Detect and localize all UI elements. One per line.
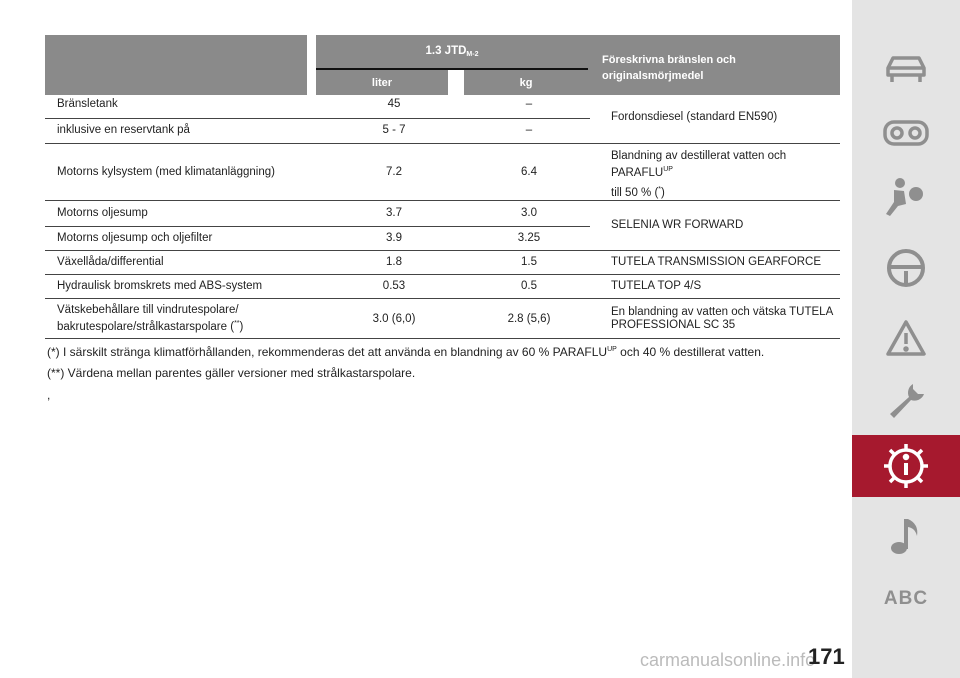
row-rule [45, 298, 840, 299]
product-brake: TUTELA TOP 4/S [611, 280, 702, 292]
airbag-icon [884, 176, 928, 220]
sidebar-item-maintenance[interactable] [852, 370, 960, 432]
footnote-2: (**) Värdena mellan parentes gäller versioner med strålkastarspolare. [47, 366, 416, 380]
row-label: Växellåda/differential [57, 256, 164, 268]
steering-wheel-icon [885, 247, 927, 289]
footnote-1: (*) I särskilt stränga klimatförhållanden, rekommenderas det att använda en blandning av 60 % $PARAFLU^{UP}$ och 40 % destillerat vatten. [47, 345, 765, 359]
chapter-sidebar [852, 0, 960, 678]
row-liter: 1.8 [386, 256, 402, 268]
fuels-header: Föreskrivna bränslen och originalsmörjmedel [602, 54, 736, 82]
car-icon [884, 53, 928, 85]
row-rule [45, 338, 840, 339]
page-number: 171 [808, 644, 845, 669]
wrench-icon [885, 380, 927, 422]
sidebar-item-technical-data[interactable] [852, 435, 960, 497]
row-kg: 0.5 [521, 280, 537, 292]
product-coolant: Blandning av destillerat vatten och $PARAFLU^{UP}$ till 50 % (*) [611, 150, 787, 199]
row-label: Bränsletank [57, 98, 118, 110]
watermark: carmanualsonline.info [640, 650, 816, 670]
row-rule [45, 274, 840, 275]
warning-icon [885, 319, 927, 357]
row-liter: 5 - 7 [382, 124, 406, 136]
abc-index: ABC [883, 588, 929, 609]
sidebar-item-steering[interactable] [852, 237, 960, 299]
row-rule [45, 226, 590, 227]
row-label: Motorns oljesump och oljefilter [57, 232, 213, 244]
engine-title: 1.3 $JTD_{M-2}$ [425, 45, 479, 58]
row-liter: 3.7 [386, 207, 402, 219]
unit-liter: liter [371, 77, 393, 89]
gear-info-icon [882, 442, 930, 490]
sidebar-item-dashboard[interactable] [852, 102, 960, 164]
row-rule [45, 200, 840, 201]
header-cell-blank [45, 35, 307, 95]
row-label: inklusive en reservtank på [57, 124, 190, 136]
row-kg: – [525, 124, 533, 136]
row-liter: 3.0 (6,0) [372, 313, 416, 325]
sidebar-item-index[interactable] [852, 568, 960, 630]
unit-kg: kg [519, 77, 533, 89]
row-label: Vätskebehållare till vindrutespolare/ bakrutespolare/strålkastarspolare (**) [57, 304, 244, 333]
row-liter: 45 [387, 98, 401, 110]
row-kg: 1.5 [521, 256, 537, 268]
music-note-icon [889, 516, 923, 556]
sidebar-item-car[interactable] [852, 38, 960, 100]
row-rule [45, 118, 590, 119]
row-kg: 3.25 [517, 232, 541, 244]
sidebar-item-multimedia[interactable] [852, 505, 960, 567]
row-liter: 7.2 [386, 166, 402, 178]
product-oil: SELENIA WR FORWARD [611, 219, 744, 231]
row-label: Motorns kylsystem (med klimatanläggning) [57, 166, 275, 178]
row-kg: 2.8 (5,6) [507, 313, 551, 325]
dashboard-icon [883, 118, 929, 148]
row-rule [45, 250, 840, 251]
row-liter: 0.53 [382, 280, 406, 292]
stray-mark: , [47, 388, 51, 402]
product-diesel: Fordonsdiesel (standard EN590) [611, 111, 778, 123]
header-divider [448, 70, 464, 95]
row-liter: 3.9 [386, 232, 402, 244]
sidebar-item-warning[interactable] [852, 307, 960, 369]
row-kg: 3.0 [521, 207, 537, 219]
product-washer: En blandning av vatten och vätska TUTELA PROFESSIONAL SC 35 [611, 306, 834, 331]
row-kg: – [525, 98, 533, 110]
header-rule [316, 68, 588, 70]
row-label: Motorns oljesump [57, 207, 148, 219]
row-label: Hydraulisk bromskrets med ABS-system [57, 280, 263, 292]
product-gear: TUTELA TRANSMISSION GEARFORCE [611, 256, 822, 268]
sidebar-item-airbag[interactable] [852, 167, 960, 229]
row-kg: 6.4 [521, 166, 537, 178]
row-rule [45, 143, 840, 144]
